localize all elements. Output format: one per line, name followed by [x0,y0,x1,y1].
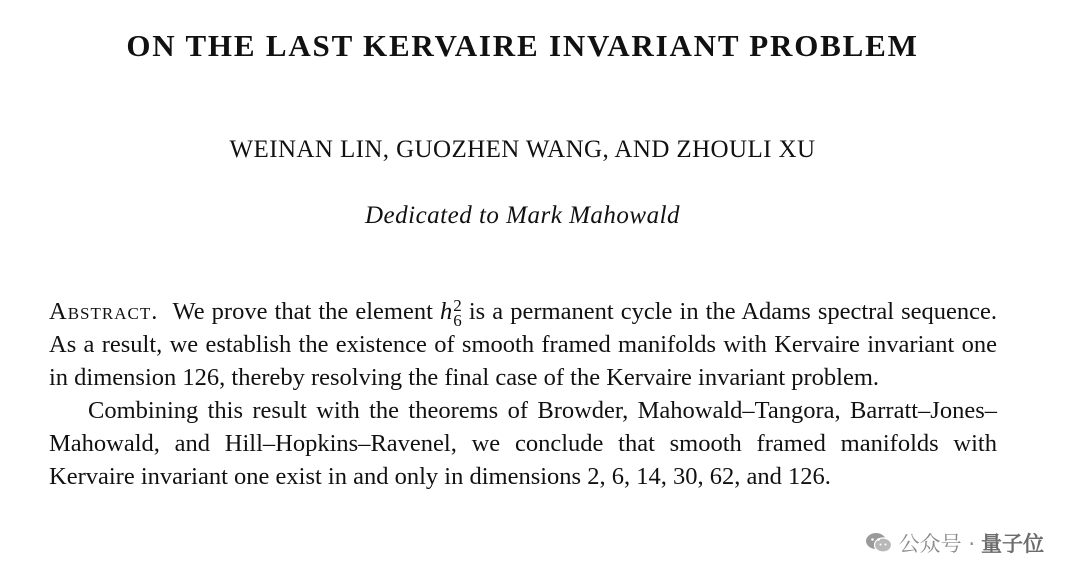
wechat-icon [865,531,893,555]
abstract-text-before-math: We prove that the element [172,298,433,325]
abstract-label: Abstract. [49,298,159,325]
paper-title: ON THE LAST KERVAIRE INVARIANT PROBLEM [126,28,919,63]
math-superscript: 2 [453,296,462,316]
abstract-paragraph-1 [49,295,997,394]
dedication: Dedicated to Mark Mahowald [364,202,681,229]
abstract-text-after-math: is a permanent cycle in the Adams spectral sequence. As a result, we establish the existence of smooth framed manifolds with Kervaire invariant one in dimension 126, thereby resolving the final case of the Kervaire invariant problem. [49,298,998,392]
watermark-prefix: 公众号 · [898,532,975,556]
abstract [49,295,997,493]
watermark [865,528,1044,558]
math-element-h6-squared: h 2 6 [440,296,462,331]
watermark-brand: 量子位 [981,532,1044,556]
abstract-paragraph-2: Combining this result with the theorems of Browder, Mahowald–Tangora, Barratt–Jones–Mahowald, and Hill–Hopkins–Ravenel, we conclude that smooth framed manifolds with Kervaire invariant one exist in and only in dimensions 2, 6, 14, 30, 62, and 126. [49,397,997,491]
math-subscript: 6 [453,311,462,331]
author-list: WEINAN LIN, GUOZHEN WANG, AND ZHOULI XU [229,136,816,163]
